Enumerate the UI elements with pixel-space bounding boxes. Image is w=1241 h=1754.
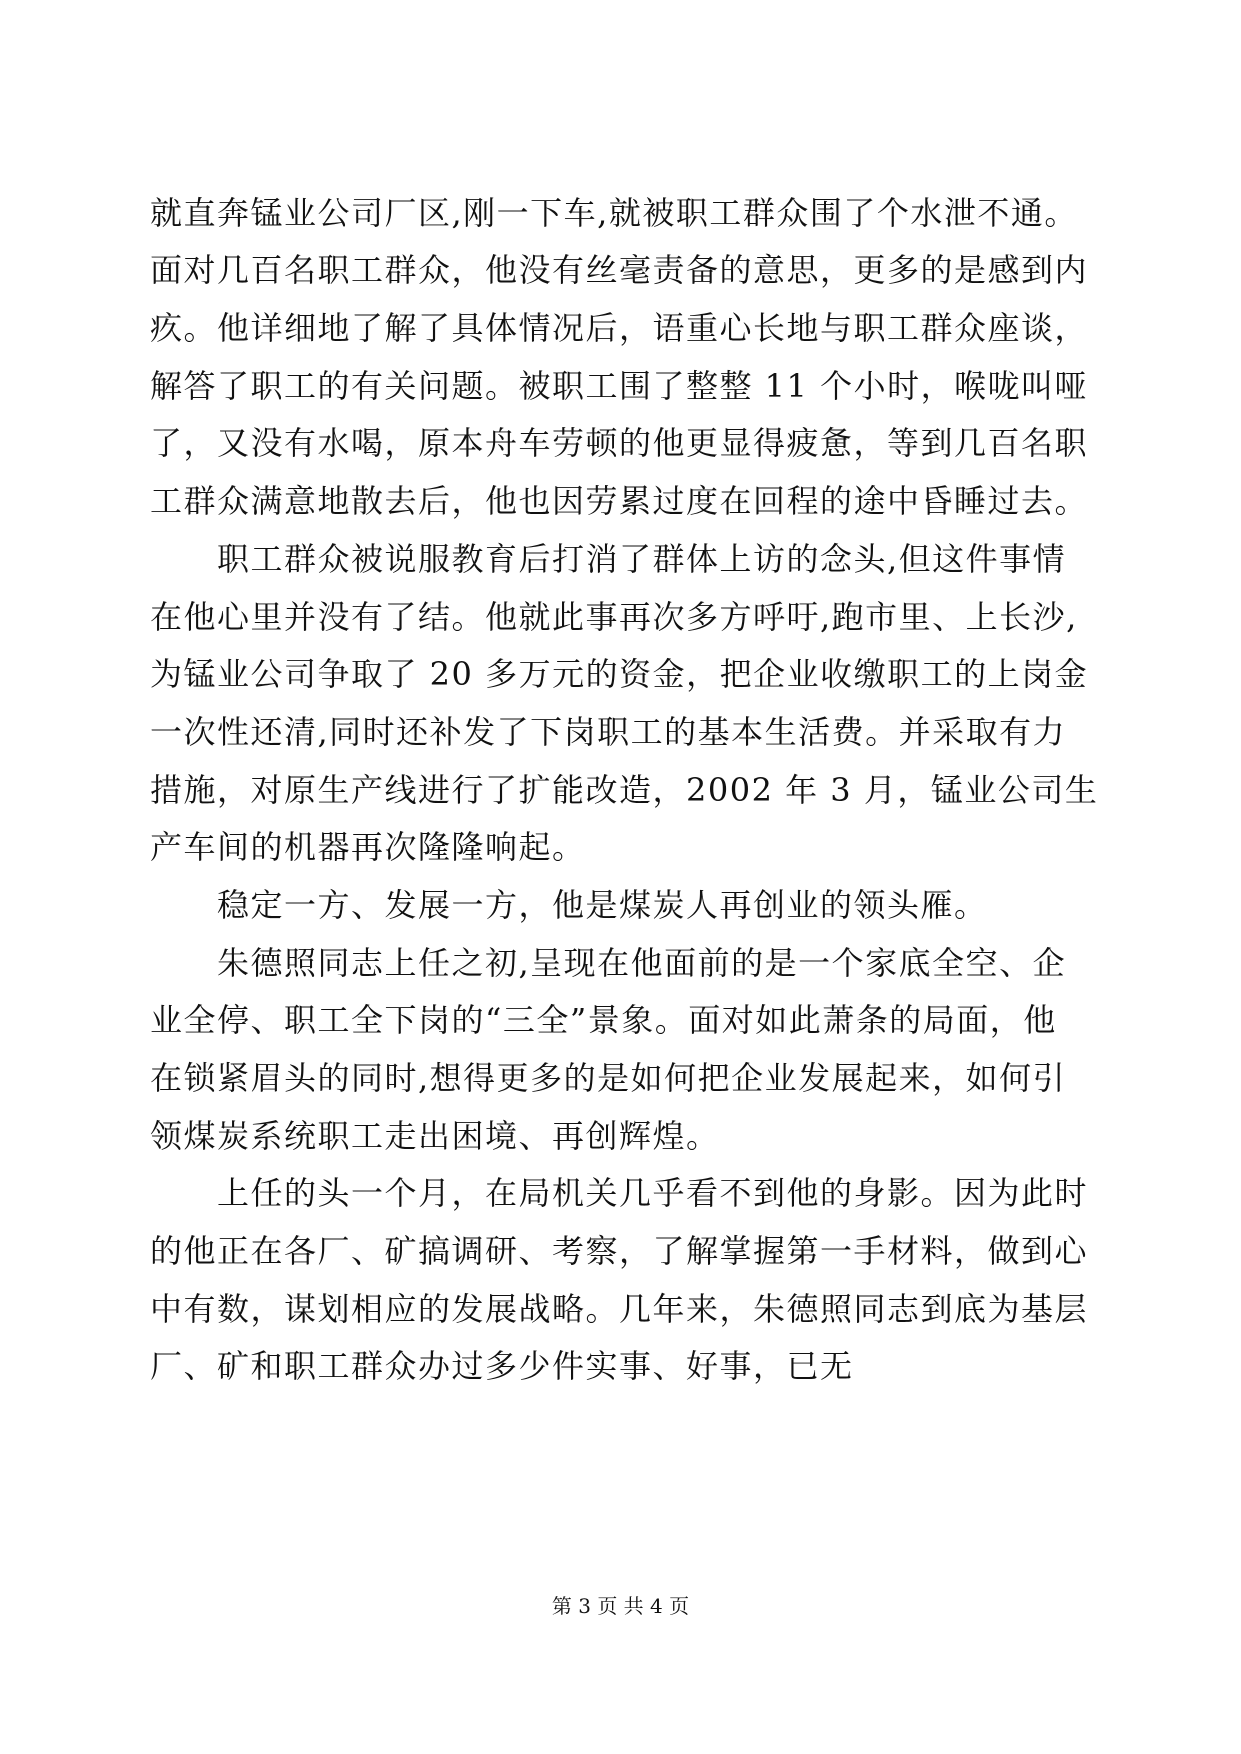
text-line: 稳定一方、发展一方，他是煤炭人再创业的领头雁。	[150, 886, 988, 924]
text-line: 疚。他详细地了解了具体情况后，语重心长地与职工群众座谈，	[150, 309, 1089, 347]
text-line: 产车间的机器再次隆隆响起。	[150, 828, 586, 866]
text-line: 厂、矿和职工群众办过多少件实事、好事，已无	[150, 1347, 854, 1385]
page-number-footer: 第 3 页 共 4 页	[551, 1594, 690, 1618]
text-line: 领煤炭系统职工走出困境、再创辉煌。	[150, 1117, 720, 1155]
text-line: 职工群众被说服教育后打消了群体上访的念头,但这件事情	[150, 540, 1067, 578]
text-line: 在锁紧眉头的同时,想得更多的是如何把企业发展起来，如何引	[150, 1059, 1067, 1097]
text-line: 一次性还清,同时还补发了下岗职工的基本生活费。并采取有力	[150, 713, 1067, 751]
text-line: 面对几百名职工群众，他没有丝毫责备的意思，更多的是感到内	[150, 251, 1089, 289]
text-line: 了，又没有水喝，原本舟车劳顿的他更显得疲惫，等到几百名职	[150, 424, 1089, 462]
text-line: 解答了职工的有关问题。被职工围了整整 11 个小时，喉咙叫哑	[150, 367, 1089, 405]
text-line: 就直奔锰业公司厂区,刚一下车,就被职工群众围了个水泄不通。	[150, 194, 1078, 232]
text-line: 朱德照同志上任之初,呈现在他面前的是一个家底全空、企	[150, 944, 1067, 982]
text-line: 为锰业公司争取了 20 多万元的资金，把企业收缴职工的上岗金	[150, 655, 1089, 693]
text-line: 业全停、职工全下岗的“三全”景象。面对如此萧条的局面，他	[150, 1001, 1057, 1039]
text-line: 措施，对原生产线进行了扩能改造，2002 年 3 月，锰业公司生	[150, 771, 1099, 809]
text-line: 中有数，谋划相应的发展战略。几年来，朱德照同志到底为基层	[150, 1290, 1089, 1328]
text-line: 的他正在各厂、矿搞调研、考察，了解掌握第一手材料，做到心	[150, 1232, 1089, 1270]
text-line: 上任的头一个月，在局机关几乎看不到他的身影。因为此时	[150, 1174, 1089, 1212]
text-line: 工群众满意地散去后，他也因劳累过度在回程的途中昏睡过去。	[150, 482, 1089, 520]
text-line: 在他心里并没有了结。他就此事再次多方呼吁,跑市里、上长沙,	[150, 598, 1078, 636]
